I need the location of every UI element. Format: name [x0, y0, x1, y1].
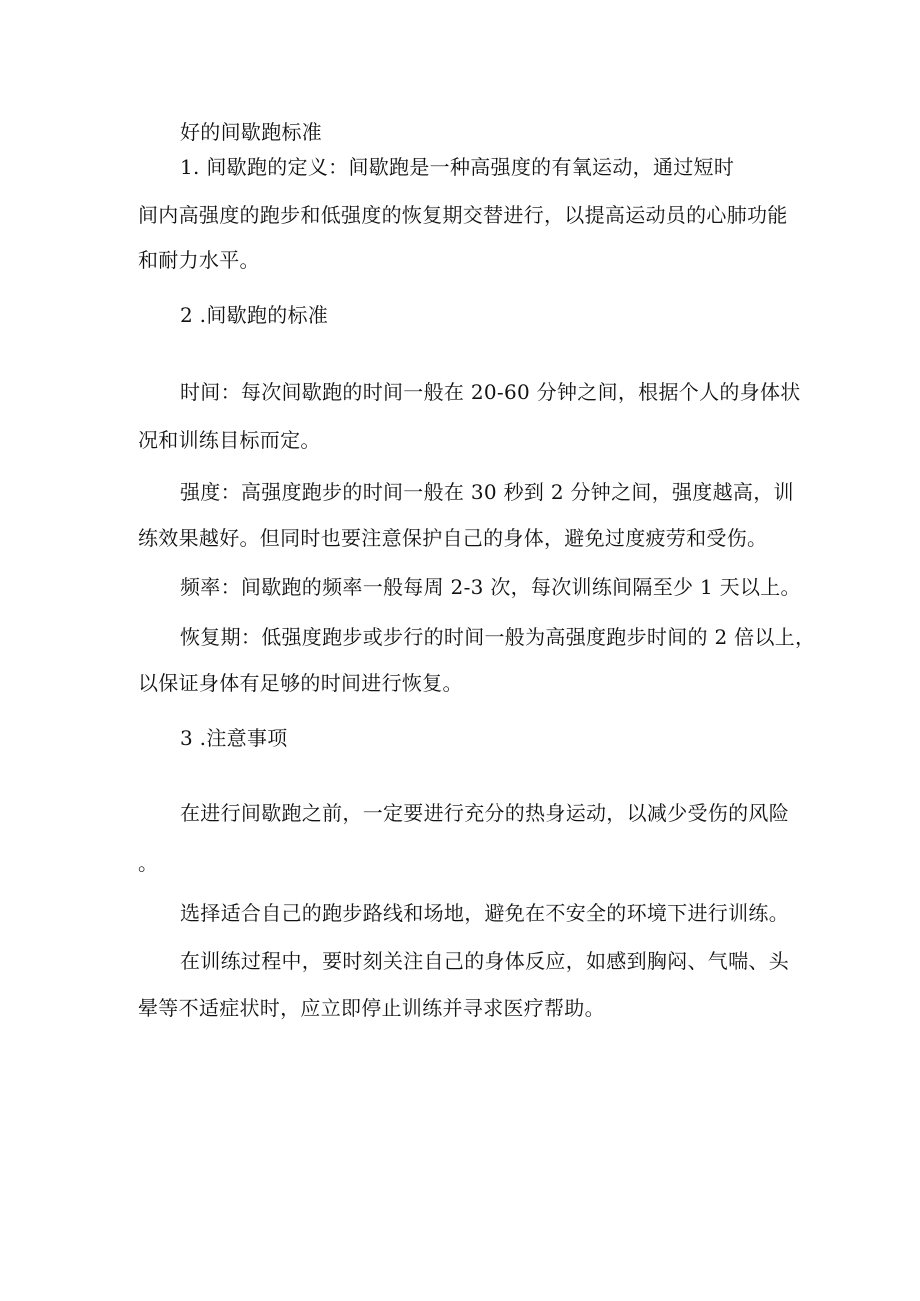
- definition-line-3: 和耐力水平。: [138, 248, 260, 272]
- warmup-line-2: 。: [138, 851, 159, 875]
- section-heading-notes: 3 .注意事项: [180, 726, 288, 750]
- recovery-line-2: 以保证身体有足够的时间进行恢复。: [138, 671, 463, 695]
- time-line-1: 时间：每次间歇跑的时间一般在 20-60 分钟之间，根据个人的身体状: [180, 380, 801, 404]
- recovery-line-1: 恢复期：低强度跑步或步行的时间一般为高强度跑步时间的 2 倍以上，: [180, 625, 816, 649]
- definition-line-2: 间内高强度的跑步和低强度的恢复期交替进行，以提高运动员的心肺功能: [138, 203, 788, 227]
- frequency-line: 频率：间歇跑的频率一般每周 2-3 次，每次训练间隔至少 1 天以上。: [180, 575, 801, 599]
- body-line-2: 晕等不适症状时，应立即停止训练并寻求医疗帮助。: [138, 996, 605, 1020]
- definition-line-1: 1. 间歇跑的定义：间歇跑是一种高强度的有氧运动，通过短时: [180, 155, 735, 179]
- intensity-line-1: 强度：高强度跑步的时间一般在 30 秒到 2 分钟之间，强度越高，训: [180, 480, 794, 504]
- route-line: 选择适合自己的跑步路线和场地，避免在不安全的环境下进行训练。: [180, 901, 789, 925]
- body-line-1: 在训练过程中，要时刻关注自己的身体反应，如感到胸闷、气喘、头: [180, 949, 789, 973]
- intensity-line-2: 练效果越好。但同时也要注意保护自己的身体，避免过度疲劳和受伤。: [138, 526, 768, 550]
- section-heading-standards: 2 .间歇跑的标准: [180, 303, 329, 327]
- document-title: 好的间歇跑标准: [180, 120, 323, 144]
- warmup-line-1: 在进行间歇跑之前，一定要进行充分的热身运动，以减少受伤的风险: [180, 801, 789, 825]
- time-line-2: 况和训练目标而定。: [138, 428, 321, 452]
